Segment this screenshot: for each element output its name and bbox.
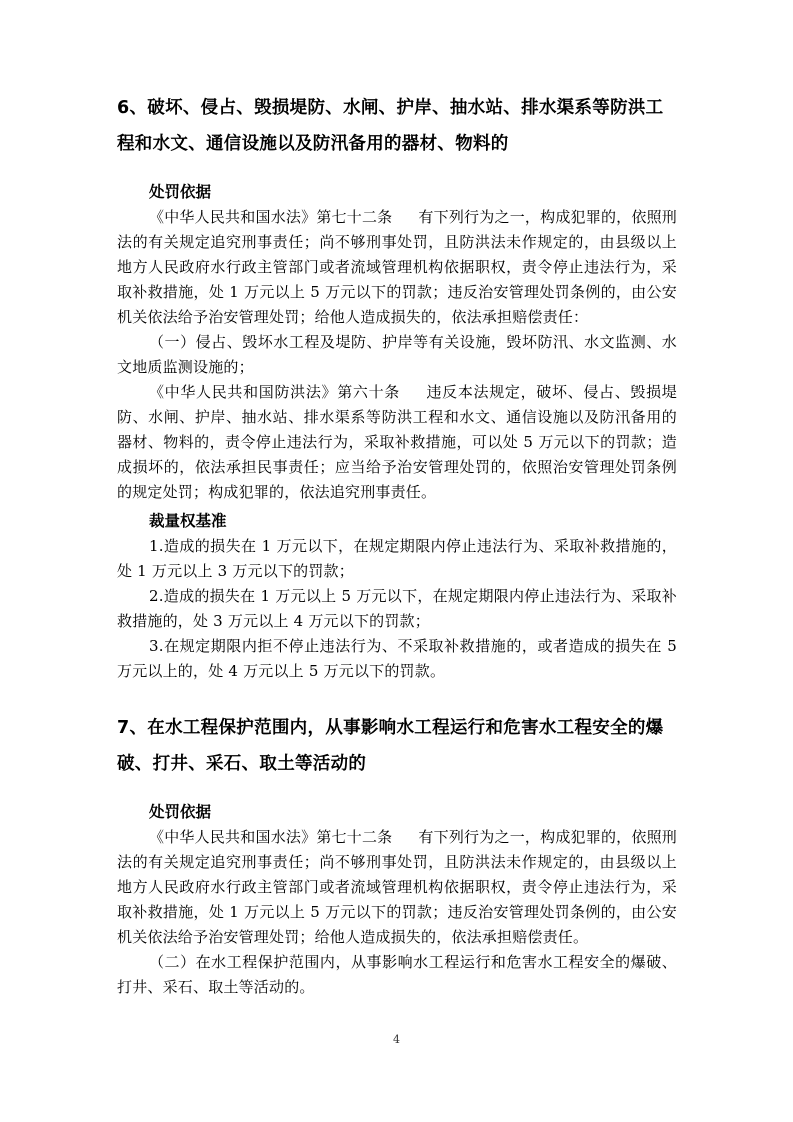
section-6-heading: 6、破坏、侵占、毁损堤防、水闸、护岸、抽水站、排水渠系等防洪工程和水文、通信设施以及防汛备用的器材、物料的	[117, 98, 664, 154]
page-number: 4	[393, 1033, 400, 1046]
section-7-basis-title: 处罚依据	[149, 803, 212, 821]
section-7-clause-2: （二）在水工程保护范围内，从事影响水工程运行和危害水工程安全的爆破、打井、采石、取土等活动的。	[117, 953, 677, 996]
water-law-article-name: 《中华人民共和国水法》第七十二条	[149, 828, 393, 846]
section-6-clause-1: （一）侵占、毁坏水工程及堤防、护岸等有关设施，毁坏防汛、水文监测、水文地质监测设施的；	[117, 333, 677, 376]
flood-law-article-text: 违反本法规定，破坏、侵占、毁损堤防、水闸、护岸、抽水站、排水渠系等防洪工程和水文、通信设施以及防汛备用的器材、物料的，责令停止违法行为，采取补救措施，可以处 5 万元以下的罚款；造成损坏的，依法承担民事责任；应当给予治安管理处罚的，依照治安管理处罚条例的规定处罚；构成犯罪的，依法追究刑事责任。	[117, 383, 677, 501]
section-7-water-law-paragraph	[117, 825, 677, 950]
discretion-item: 3.在规定期限内拒不停止违法行为、不采取补救措施的，或者造成的损失在 5 万元以上的，处 4 万元以上 5 万元以下的罚款。	[117, 637, 677, 680]
section-6-water-law-paragraph	[117, 205, 677, 330]
flood-law-article-name: 《中华人民共和国防洪法》第六十条	[149, 383, 400, 401]
section-6-flood-law-paragraph	[117, 380, 677, 505]
page-content	[117, 90, 677, 1000]
section-6-basis-title: 处罚依据	[149, 183, 212, 201]
water-law-article-text: 有下列行为之一，构成犯罪的，依照刑法的有关规定追究刑事责任；尚不够刑事处罚，且防洪法未作规定的，由县级以上地方人民政府水行政主管部门或者流域管理机构依据职权，责令停止违法行为，采取补救措施，处 1 万元以上 5 万元以下的罚款；违反治安管理处罚条例的，由公安机关依法给予治安管理处罚；给他人造成损失的，依法承担赔偿责任。	[117, 828, 678, 946]
water-law-article-text: 有下列行为之一，构成犯罪的，依照刑法的有关规定追究刑事责任；尚不够刑事处罚，且防洪法未作规定的，由县级以上地方人民政府水行政主管部门或者流域管理机构依据职权，责令停止违法行为，采取补救措施，处 1 万元以上 5 万元以下的罚款；违反治安管理处罚条例的，由公安机关依法给予治安管理处罚；给他人造成损失的，依法承担赔偿责任：	[117, 208, 678, 326]
discretion-item: 1.造成的损失在 1 万元以下，在规定期限内停止违法行为、采取补救措施的，处 1 万元以上 3 万元以下的罚款；	[117, 537, 677, 580]
section-7-heading: 7、在水工程保护范围内，从事影响水工程运行和危害水工程安全的爆破、打井、采石、取土等活动的	[117, 718, 664, 774]
water-law-article-name: 《中华人民共和国水法》第七十二条	[149, 208, 393, 226]
section-6-discretion-title: 裁量权基准	[149, 512, 227, 530]
discretion-item: 2.造成的损失在 1 万元以上 5 万元以下，在规定期限内停止违法行为、采取补救措施的，处 3 万元以上 4 万元以下的罚款；	[117, 587, 677, 630]
